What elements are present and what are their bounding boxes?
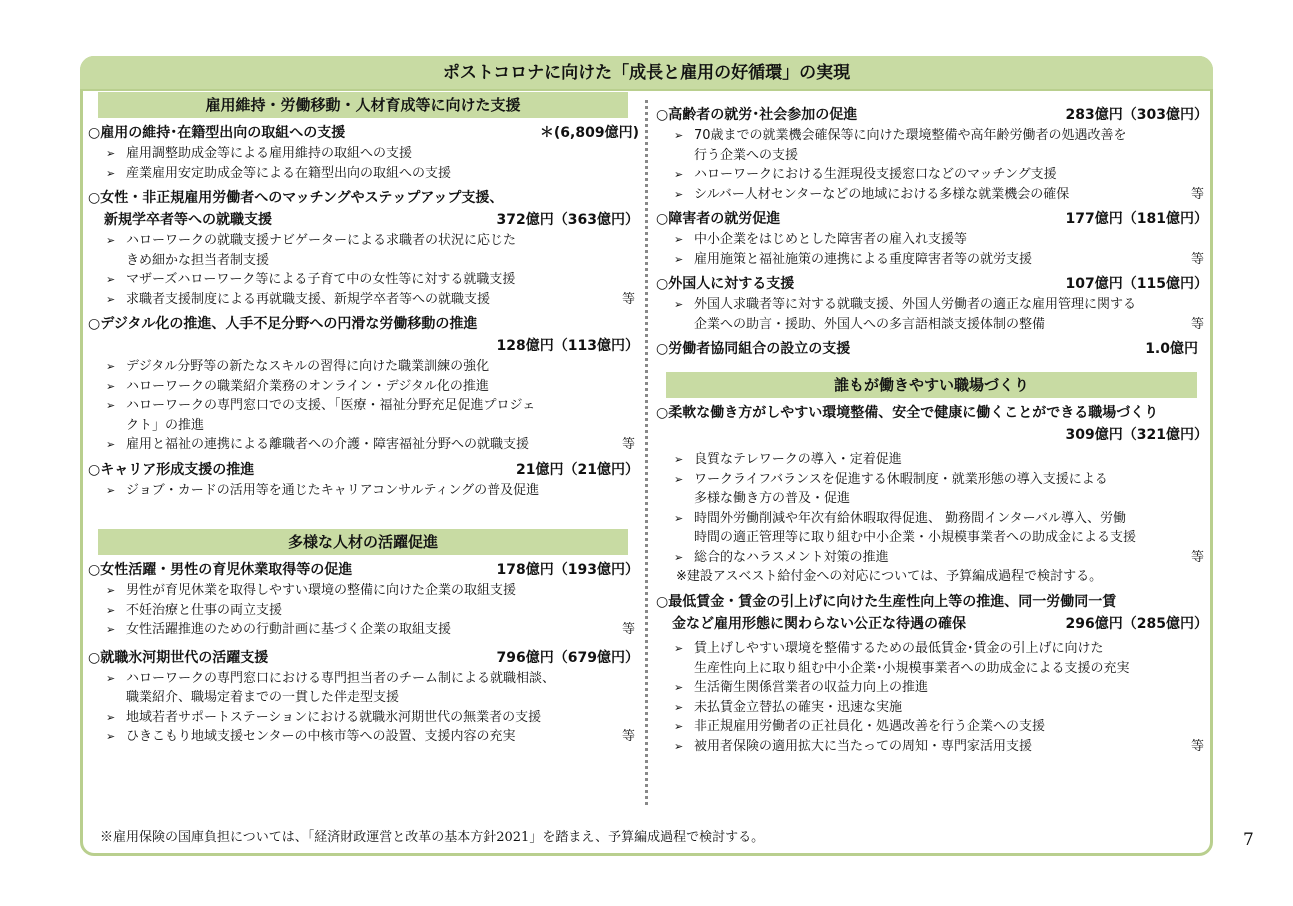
right-column [656,104,1212,756]
list-item-cont: 多様な働き方の普及・促進 [694,491,851,506]
block-digital [88,313,643,455]
list-item: ➢ ハローワークにおける生涯現役支援窓口などのマッチング支援 [674,165,1212,185]
block-heading: ○柔軟な働き方がしやすい環境整備、安全で健康に働くことができる職場づくり [656,405,1159,421]
block-amount: 128億円（113億円） [496,338,639,354]
bullet-arrow-icon: ➢ [674,187,684,201]
bullet-arrow-icon: ➢ [674,642,684,655]
list-item-cont: 生産性向上に取り組む中小企業･小規模事業者への助成金による支援の充実 [694,660,1130,676]
list-item: ➢ 不妊治療と仕事の両立支援 [106,601,643,621]
list-item: ➢ ハローワークの職業紹介業務のオンライン・デジタル化の推進 [106,377,643,397]
bullet-arrow-icon: ➢ [106,483,116,497]
block-heading: ○労働者協同組合の設立の支援 [656,341,851,357]
section-header-workplace: 誰もが働きやすい職場づくり [666,372,1197,398]
block-employment-maintenance [88,122,643,183]
block-foreigners [656,273,1212,334]
left-column [88,92,643,747]
footnote: ※雇用保険の国庫負担については、「経済財政運営と改革の基本方針2021」を踏まえ、予算編成過程で検討する。 [100,830,765,845]
list-item: ➢ 雇用調整助成金等による雇用維持の取組への支援 [106,144,643,164]
block-heading: ○デジタル化の推進、人手不足分野への円滑な労働移動の推進 [88,316,478,332]
list-item: ➢ マザーズハローワーク等による子育て中の女性等に対する就職支援 [106,270,643,290]
asbestos-note: ※建設アスベスト給付金への対応については、予算編成過程で検討する。 [676,569,1103,584]
bullet-arrow-icon: ➢ [106,438,116,451]
bullet-arrow-icon: ➢ [674,720,684,733]
list-item: ➢ 未払賃金立替払の確実・迅速な実施 [674,698,1212,718]
bullet-arrow-icon: ➢ [674,472,684,486]
etc-label: 等 [621,437,635,452]
list-item: ➢ 良質なテレワークの導入・定着促進 [674,450,1212,470]
bullet-arrow-icon: ➢ [106,730,116,743]
list-item: ➢ 地域若者サポートステーションにおける就職氷河期世代の無業者の支援 [106,708,643,728]
list-item-cont: きめ細かな担当者制支援 [126,252,270,268]
list-item: ➢ 生活衛生関係営業者の収益力向上の推進 [674,678,1212,698]
block-amount: 21億円（21億円） [516,461,639,478]
list-item-cont: 職業紹介、職場定着までの一貫した伴走型支援 [126,690,400,705]
block-heading: ○高齢者の就労･社会参加の促進 [656,107,858,123]
bullet-arrow-icon: ➢ [106,234,116,247]
list-item: ➢ ハローワークの専門窓口での支援、「医療・福祉分野充足促進プロジェ [106,396,643,416]
bullet-arrow-icon: ➢ [106,379,116,393]
block-amount: 796億円（679億円） [496,649,639,666]
list-item: ➢ ワークライフバランスを促進する休暇制度・就業形態の導入支援による [674,470,1212,490]
block-career [88,459,643,501]
etc-label: 等 [1190,316,1204,332]
block-heading-cont: 金など雇用形態に関わらない公正な待遇の確保 [672,616,966,632]
list-item: ➢ 求職者支援制度による再就職支援、新規学卒者等への就職支援 等 [106,290,643,310]
list-item: ➢ 賃上げしやすい環境を整備するための最低賃金･賃金の引上げに向けた [674,639,1212,659]
block-amount: 107億円（115億円） [1065,276,1208,292]
bullet-arrow-icon: ➢ [106,147,116,160]
list-item: ➢ 時間外労働削減や年次有給休暇取得促進、 勤務間インターバル導入、労働 [674,509,1212,529]
block-disabled [656,208,1212,269]
block-ice-age [88,647,643,747]
bullet-arrow-icon: ➢ [674,739,684,753]
bullet-arrow-icon: ➢ [106,166,116,180]
bullet-arrow-icon: ➢ [106,360,116,373]
block-amount: 283億円（303億円） [1065,107,1208,123]
block-heading-cont: 新規学卒者等への就職支援 [104,212,272,228]
bullet-arrow-icon: ➢ [674,252,684,266]
etc-label: 等 [621,622,635,637]
list-item: ➢ 男性が育児休業を取得しやすい環境の整備に向けた企業の取組支援 [106,581,643,601]
list-item: ➢ 女性活躍推進のための行動計画に基づく企業の取組支援 等 [106,620,643,640]
list-item: ➢ 中小企業をはじめとした障害者の雇入れ支援等 [674,230,1212,250]
etc-label: 等 [1190,251,1204,267]
block-heading: ○外国人に対する支援 [656,276,795,292]
block-amount: 296億円（285億円） [1065,616,1208,632]
block-heading: ○キャリア形成支援の推進 [88,461,255,478]
list-item: ➢ ジョブ・カードの活用等を通じたキャリアコンサルティングの普及促進 [106,481,643,501]
list-item: ➢ ひきこもり地域支援センターの中核市等への設置、支援内容の充実 等 [106,727,643,747]
bullet-arrow-icon: ➢ [674,550,684,564]
list-item: ➢ 雇用施策と福祉施策の連携による重度障害者等の就労支援 等 [674,250,1212,270]
bullet-arrow-icon: ➢ [106,292,116,306]
block-heading: ○就職氷河期世代の活躍支援 [88,649,269,666]
block-elderly [656,104,1212,204]
block-heading: ○女性・非正規雇用労働者へのマッチングやステップアップ支援、 [88,190,504,206]
block-heading: ○女性活躍・男性の育児休業取得等の促進 [88,562,353,578]
bullet-arrow-icon: ➢ [674,700,684,714]
block-women-childcare [88,559,643,640]
etc-label: 等 [1190,186,1204,202]
block-amount: 372億円（363億円） [496,212,639,228]
page-title: ポストコロナに向けた「成長と雇用の好循環」の実現 [80,56,1213,91]
block-amount: 309億円（321億円） [1065,427,1208,443]
list-item: ➢ 総合的なハラスメント対策の推進 等 [674,548,1212,568]
list-item: ➢ 70歳までの就業機会確保等に向けた環境整備や高年齢労働者の処遇改善を [674,126,1212,146]
list-item: ➢ 雇用と福祉の連携による離職者への介護・障害福祉分野への就職支援 等 [106,435,643,455]
list-item: ➢ ハローワークの就職支援ナビゲーターによる求職者の状況に応じた [106,231,643,251]
block-amount: ＊(6,809億円) [539,125,639,141]
bullet-arrow-icon: ➢ [674,453,684,466]
block-flexible-work [656,402,1212,587]
list-item: ➢ 被用者保険の適用拡大に当たっての周知・専門家活用支援 等 [674,737,1212,757]
section-header-diverse: 多様な人材の活躍促進 [98,529,628,555]
bullet-arrow-icon: ➢ [674,298,684,311]
list-item-cont: 企業への助言・援助、外国人への多言語相談支援体制の整備 等 [674,315,1212,335]
bullet-arrow-icon: ➢ [106,710,116,724]
list-item: ➢ デジタル分野等の新たなスキルの習得に向けた職業訓練の強化 [106,357,643,377]
etc-label: 等 [1190,738,1204,754]
section-header-employment: 雇用維持・労働移動・人材育成等に向けた支援 [98,92,628,118]
list-item: ➢ 外国人求職者等に対する就職支援、外国人労働者の適正な雇用管理に関する [674,295,1212,315]
bullet-arrow-icon: ➢ [674,681,684,694]
list-item-cont: 行う企業への支援 [694,147,799,163]
list-item: ➢ ハローワークの専門窓口における専門担当者のチーム制による就職相談、 [106,669,643,689]
block-heading: ○雇用の維持･在籍型出向の取組への支援 [88,125,346,141]
block-cooperative [656,338,1212,360]
bullet-arrow-icon: ➢ [674,511,684,525]
list-item: ➢ 産業雇用安定助成金等による在籍型出向の取組への支援 [106,164,643,184]
bullet-arrow-icon: ➢ [106,603,116,617]
column-divider [645,100,648,805]
list-item: ➢ シルバー人材センターなどの地域における多様な就業機会の確保 等 [674,185,1212,205]
etc-label: 等 [1190,549,1204,565]
list-item-cont: 時間の適正管理等に取り組む中小企業・小規模事業者への助成金による支援 [694,530,1137,545]
bullet-arrow-icon: ➢ [106,623,116,636]
bullet-arrow-icon: ➢ [106,671,116,685]
list-item: ➢ 非正規雇用労働者の正社員化・処遇改善を行う企業への支援 [674,717,1212,737]
block-women-matching [88,187,643,309]
block-amount: 177億円（181億円） [1065,211,1208,227]
bullet-arrow-icon: ➢ [674,129,684,142]
bullet-arrow-icon: ➢ [674,233,684,246]
etc-label: 等 [621,291,635,307]
bullet-arrow-icon: ➢ [106,584,116,597]
bullet-arrow-icon: ➢ [674,168,684,181]
list-item-cont: クト」の推進 [126,417,205,433]
bullet-arrow-icon: ➢ [106,399,116,412]
block-heading: ○最低賃金・賃金の引上げに向けた生産性向上等の推進、同一労働同一賃 [656,594,1117,610]
block-amount: 1.0億円 [1145,341,1198,357]
block-minimum-wage [656,591,1212,756]
etc-label: 等 [621,729,635,744]
bullet-arrow-icon: ➢ [106,273,116,286]
page-number: 7 [1243,830,1254,850]
block-heading: ○障害者の就労促進 [656,211,781,227]
block-amount: 178億円（193億円） [496,562,639,578]
